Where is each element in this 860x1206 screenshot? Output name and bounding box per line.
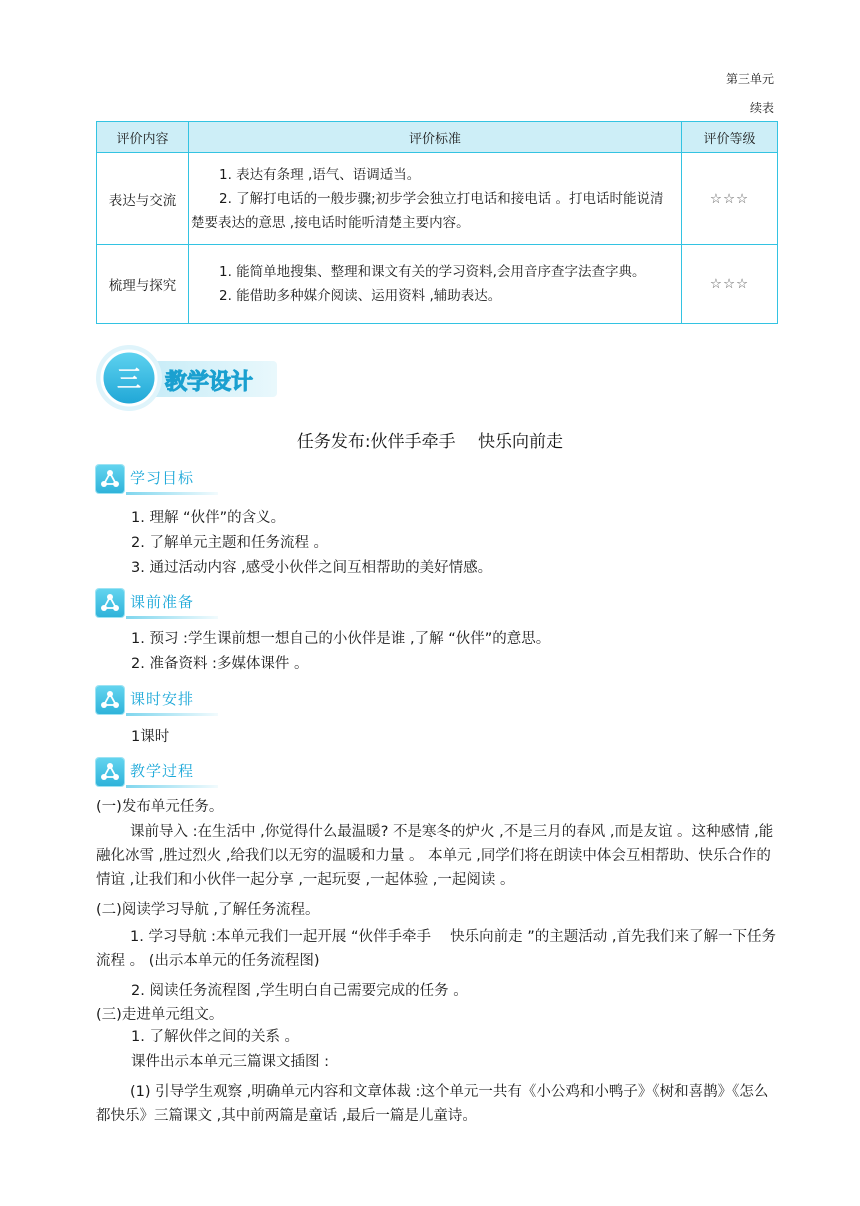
criteria-item: 1. 能简单地搜集、整理和课文有关的学习资料,会用音序查字法查字典。 [219,264,646,280]
network-icon [96,686,124,714]
process-step-heading: (二)阅读学习导航 ,了解任务流程。 [96,902,320,918]
evaluation-table [96,121,778,324]
table-row [97,153,778,245]
row-grade-stars: ☆☆☆ [682,245,778,324]
goal-item: 3. 通过活动内容 ,感受小伙伴之间互相帮助的美好情感。 [131,560,493,576]
section-underline [126,616,218,619]
process-line: 课件出示本单元三篇课文插图 : [131,1054,329,1070]
network-icon [96,465,124,493]
table-continued-label: 续表 [749,101,774,115]
banner-graphic [95,343,277,413]
section-heading-prep [96,589,226,619]
network-icon [96,758,124,786]
banner-title: 教学设计 [165,370,254,395]
row-grade-stars: ☆☆☆ [682,153,778,245]
table-row [97,245,778,324]
header-grade: 评价等级 [682,122,778,153]
section-underline [126,713,218,716]
process-paragraph: 2. 阅读任务流程图 ,学生明白自己需要完成的任务 。 [131,983,468,999]
row-criteria [189,153,682,245]
criteria-item: 2. 能借助多种媒介阅读、运用资料 ,辅助表达。 [219,288,502,304]
schedule-item: 1课时 [131,729,170,745]
row-criteria [189,245,682,324]
section-underline [126,492,218,495]
unit-header: 第三单元 [725,72,774,86]
process-paragraph: (1) 引导学生观察 ,明确单元内容和文章体裁 :这个单元一共有《小公鸡和小鸭子》《树和喜鹊》《怎么都快乐》三篇课文 ,其中前两篇是童话 ,最后一篇是儿童诗。 [96,1084,769,1124]
process-paragraph: 1. 学习导航 :本单元我们一起开展 “伙伴手牵手 快乐向前走 ”的主题活动 ,首先我们来了解一下任务流程 。 (出示本单元的任务流程图) [96,929,777,969]
teaching-design-banner [95,343,277,413]
row-name: 梳理与探究 [97,245,189,324]
header-content: 评价内容 [97,122,189,153]
section-label: 教学过程 [130,762,195,780]
process-step-heading: (三)走进单元组文。 [96,1007,224,1023]
process-line: 1. 了解伙伴之间的关系 。 [131,1029,300,1045]
banner-number: 三 [117,365,141,393]
criteria-item: 2. 了解打电话的一般步骤;初步学会独立打电话和接电话 。打电话时能说清楚要表达的意思 ,接电话时能听清楚主要内容。 [191,190,664,231]
process-paragraph: 课前导入 :在生活中 ,你觉得什么最温暖? 不是寒冬的炉火 ,不是三月的春风 ,而是友谊 。这种感情 ,能融化冰雪 ,胜过烈火 ,给我们以无穷的温暖和力量 。 本单元 ,同学们将在朗读中体会互相帮助、快乐合作的情谊 ,让我们和小伙伴一起分享 ,一起玩耍 ,一起体验 ,一起阅读 。 [96,824,774,888]
prep-item: 2. 准备资料 :多媒体课件 。 [131,656,309,672]
section-heading-schedule [96,686,226,716]
header-criteria: 评价标准 [189,122,682,153]
section-heading-goals [96,465,226,495]
goal-item: 2. 了解单元主题和任务流程 。 [131,535,329,551]
goal-item: 1. 理解 “伙伴”的含义。 [131,510,286,526]
network-icon [96,589,124,617]
section-heading-process [96,758,226,788]
table-header-row [97,122,778,153]
section-label: 学习目标 [130,469,195,487]
section-label: 课时安排 [130,690,195,708]
section-label: 课前准备 [130,593,195,611]
row-name: 表达与交流 [97,153,189,245]
criteria-item: 1. 表达有条理 ,语气、语调适当。 [219,166,421,183]
process-step-heading: (一)发布单元任务。 [96,799,224,815]
prep-item: 1. 预习 :学生课前想一想自己的小伙伴是谁 ,了解 “伙伴”的意思。 [131,631,551,647]
section-underline [126,785,218,788]
task-title: 任务发布:伙伴手牵手 快乐向前走 [296,432,564,452]
